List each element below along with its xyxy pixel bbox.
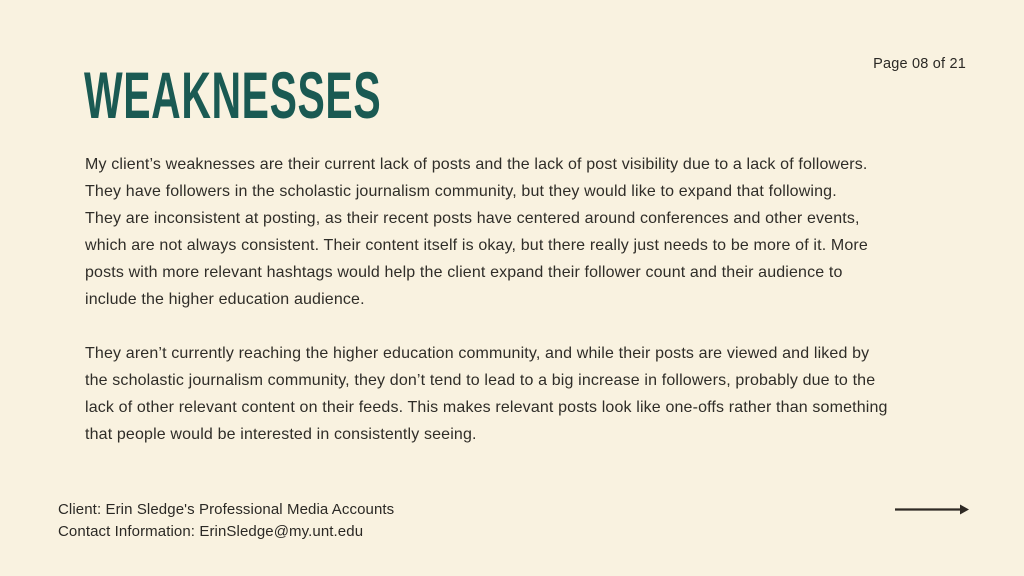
- footer-client-line: Client: Erin Sledge's Professional Media Accounts: [58, 501, 395, 518]
- footer: [58, 499, 394, 542]
- text-line: They have followers in the scholastic journalism community, but they would like to expand that following.: [85, 183, 837, 200]
- footer-contact-line: Contact Information: ErinSledge@my.unt.edu: [58, 522, 364, 540]
- text-line: lack of other relevant content on their feeds. This makes relevant posts look like one-offs rather than something: [85, 399, 888, 416]
- paragraph-weaknesses-overview: [85, 151, 985, 313]
- text-line: They aren’t currently reaching the higher education community, and while their posts are viewed and liked by: [85, 345, 870, 362]
- slide-title: WEAKNESSES: [84, 58, 382, 132]
- text-line: They are inconsistent at posting, as their recent posts have centered around conferences and other events,: [85, 210, 860, 227]
- text-line: My client’s weaknesses are their current lack of posts and the lack of post visibility due to a lack of followers.: [85, 156, 868, 173]
- text-line: that people would be interested in consistently seeing.: [85, 426, 477, 443]
- text-line: which are not always consistent. Their content itself is okay, but there really just needs to be more of it. More: [85, 237, 868, 254]
- body-text: [85, 151, 985, 448]
- text-line: posts with more relevant hashtags would help the client expand their follower count and their audience to: [85, 264, 843, 281]
- next-arrow-icon[interactable]: [894, 502, 970, 517]
- text-line: the scholastic journalism community, they don’t tend to lead to a big increase in followers, probably due to the: [85, 372, 876, 389]
- text-line: include the higher education audience.: [85, 291, 365, 308]
- page-indicator: Page 08 of 21: [873, 56, 966, 72]
- paragraph-reach-analysis: [85, 340, 985, 448]
